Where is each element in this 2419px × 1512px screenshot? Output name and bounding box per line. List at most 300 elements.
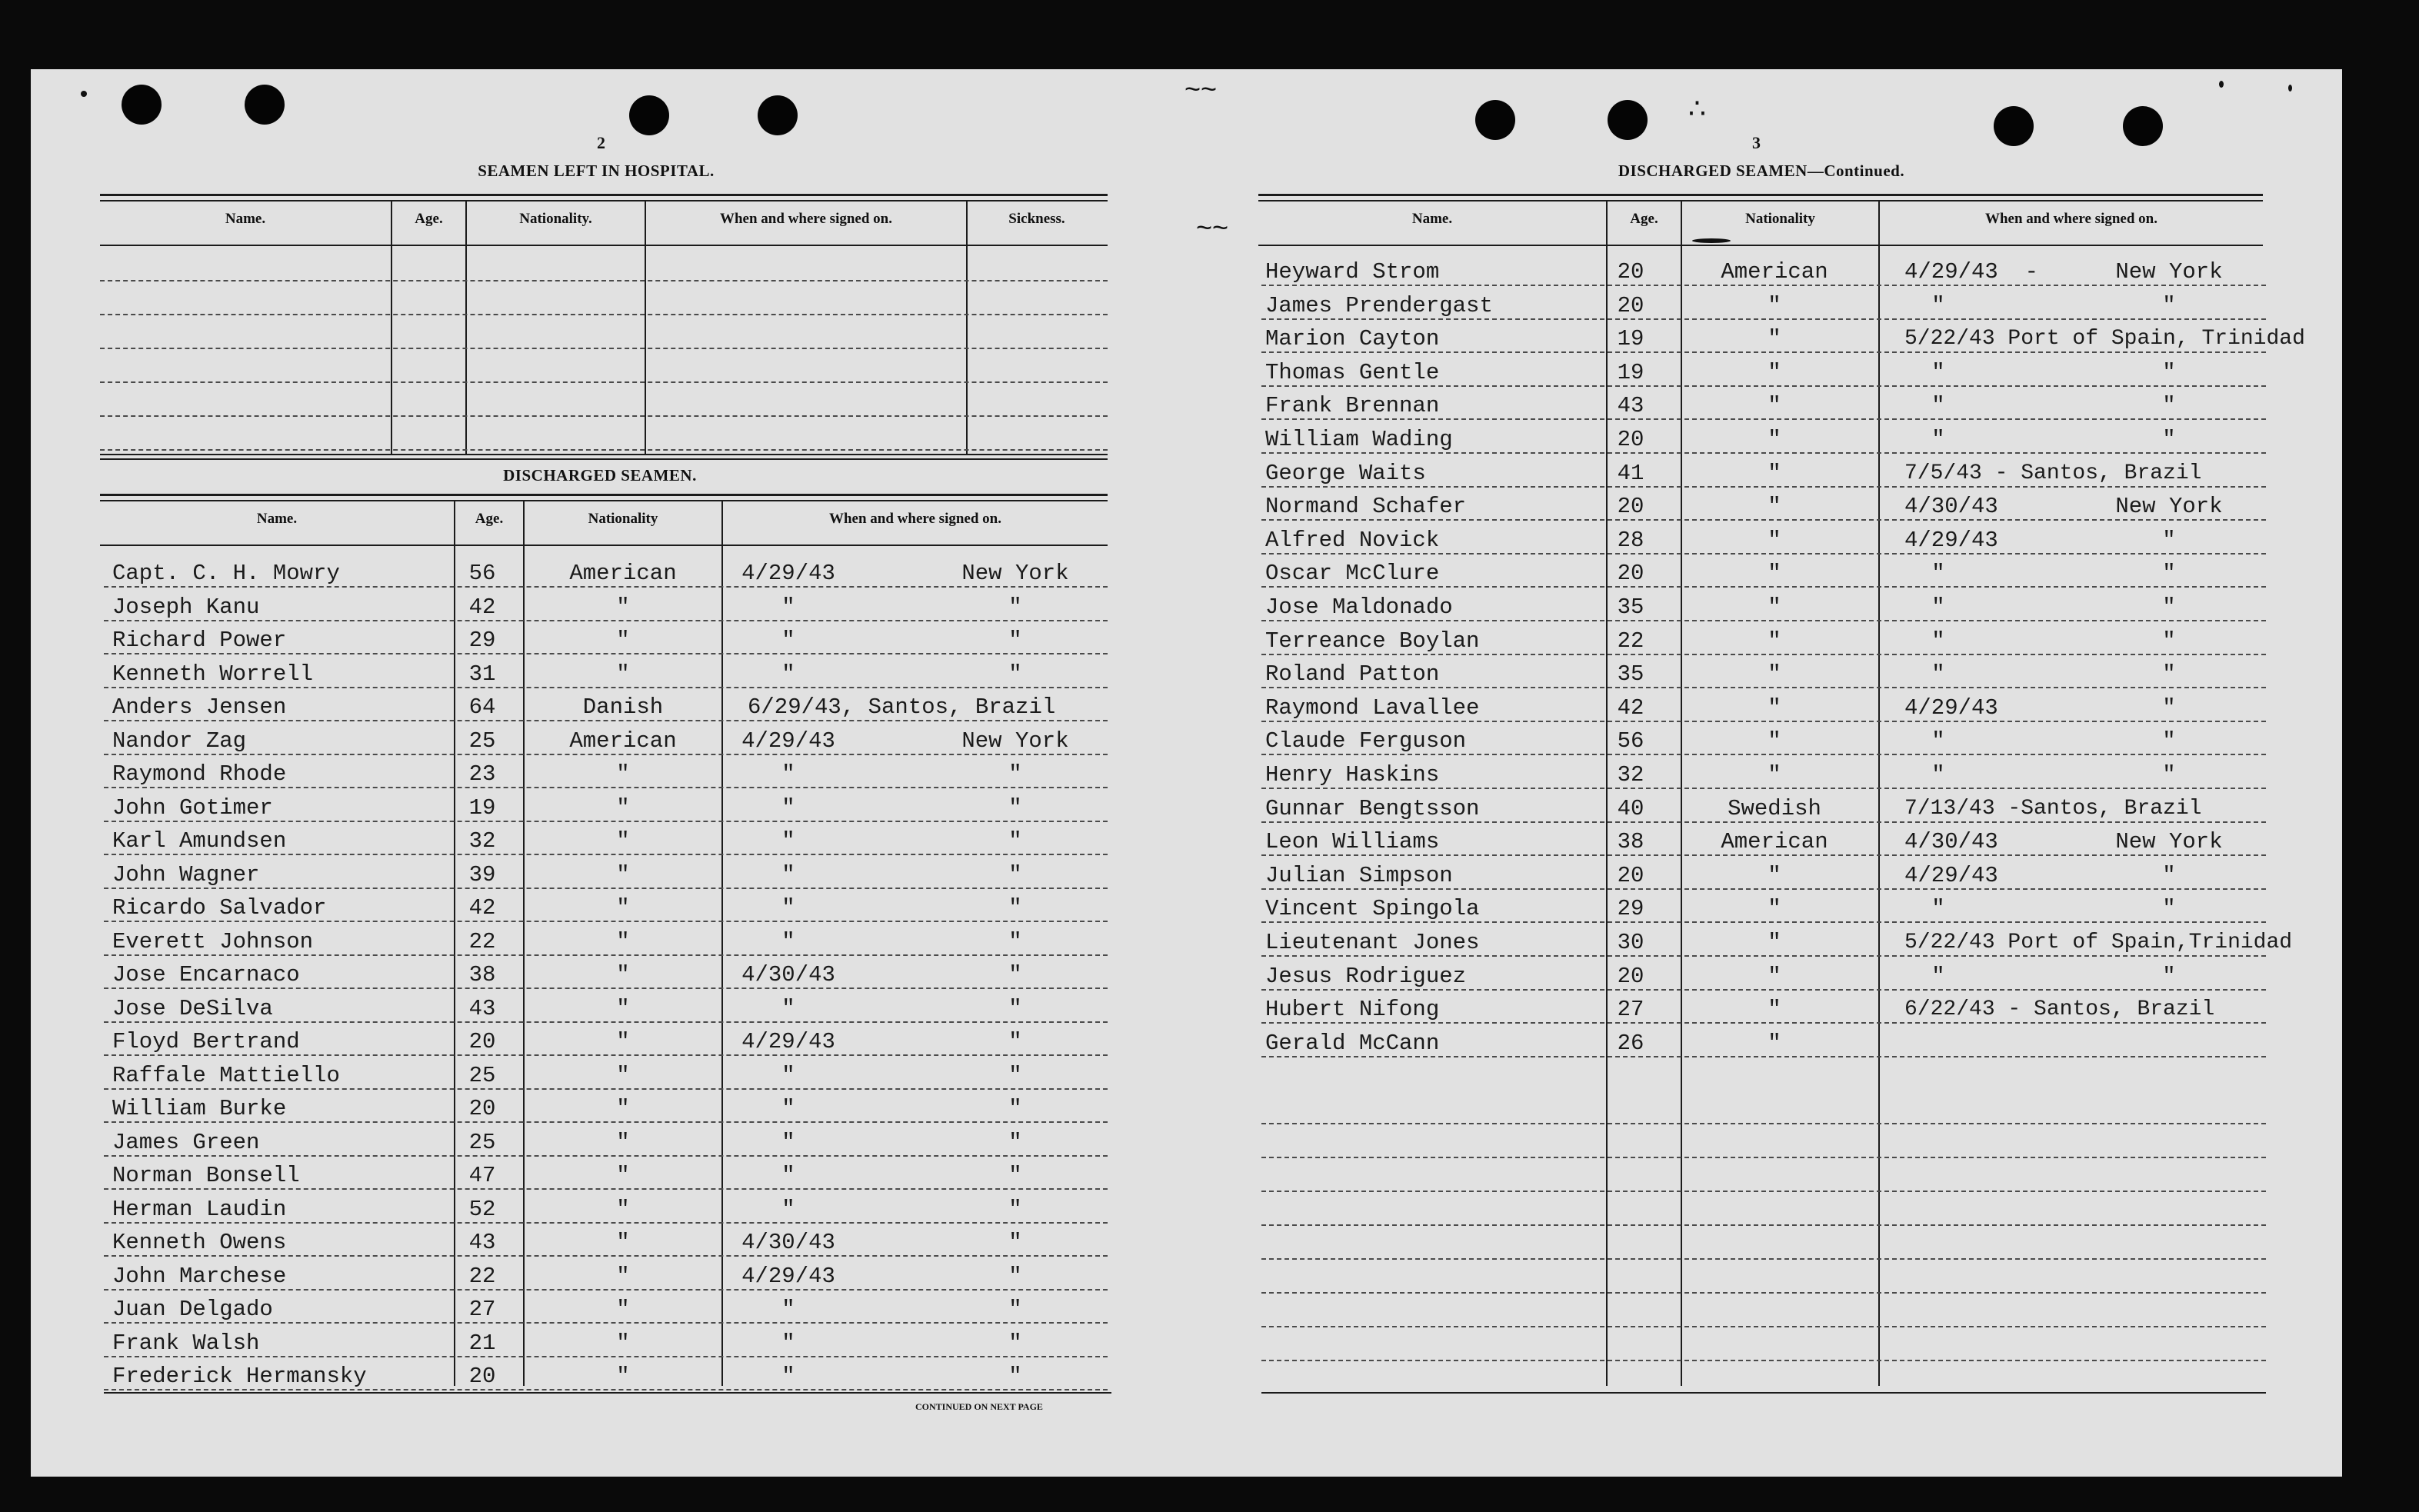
seaman-nationality: " (616, 828, 630, 854)
seaman-age: 20 (1617, 494, 1644, 520)
seaman-age: 38 (1617, 829, 1644, 855)
seaman-nationality: " (616, 661, 630, 687)
seaman-name: Hubert Nifong (1265, 997, 1440, 1023)
empty-row-line (1261, 1258, 2266, 1260)
signed-on-place: " (2162, 292, 2176, 318)
empty-row-line (1261, 1224, 2266, 1226)
seaman-name: George Waits (1265, 460, 1426, 486)
signed-on-place: " (1008, 594, 1022, 620)
row-rule (104, 921, 1108, 922)
signed-on-date: 4/29/43 (1904, 694, 1998, 721)
signed-on-place: " (1008, 1062, 1022, 1088)
signed-on-place: " (1008, 1129, 1022, 1155)
row-rule (104, 821, 1108, 822)
right-table-top-rule-2 (1258, 200, 2263, 201)
row-rule (1261, 989, 2266, 991)
signed-on-date: " (781, 928, 795, 954)
ink-scribble: ~~ (1185, 73, 1218, 105)
punch-hole (122, 85, 162, 125)
seaman-name: Karl Amundsen (112, 828, 287, 854)
seaman-nationality: " (1768, 460, 1781, 486)
seaman-name: Capt. C. H. Mowry (112, 561, 340, 586)
row-rule (1261, 553, 2266, 555)
signed-on-date: " (781, 594, 795, 620)
seaman-nationality: " (616, 1029, 630, 1054)
signed-on-place: " (2162, 762, 2176, 788)
seaman-age: 19 (468, 794, 496, 821)
signed-on-date-place: 7/5/43 - Santos, Brazil (1904, 461, 2202, 485)
seaman-age: 41 (1617, 460, 1644, 486)
seaman-name: Joseph Kanu (112, 594, 260, 620)
signed-on-date: " (781, 761, 795, 787)
signed-on-date: " (781, 1364, 795, 1389)
row-rule (1261, 519, 2266, 521)
discharged-table-top-rule-2 (100, 500, 1108, 501)
signed-on-date: 4/29/43 (1904, 862, 1998, 888)
seaman-age: 43 (468, 1230, 496, 1255)
row-rule (1261, 385, 2266, 387)
row-rule (104, 787, 1108, 788)
signed-on-place: " (1008, 1364, 1022, 1389)
empty-row-line (1261, 1326, 2266, 1327)
signed-on-date: " (1931, 628, 1945, 654)
seaman-age: 32 (1617, 762, 1644, 788)
signed-on-date: " (781, 794, 795, 821)
seaman-name: Claude Ferguson (1265, 728, 1467, 754)
signed-on-place: New York (2115, 259, 2223, 285)
signed-on-place: " (2162, 661, 2176, 688)
signed-on-place: " (1008, 628, 1022, 653)
row-rule (104, 653, 1108, 654)
hospital-col-nationality: Nationality. (519, 211, 592, 227)
signed-on-date: " (781, 1096, 795, 1121)
signed-on-date: " (1931, 594, 1945, 620)
seaman-nationality: " (1768, 393, 1781, 419)
seaman-name: Kenneth Owens (112, 1230, 287, 1255)
page-number-left: 2 (597, 133, 605, 152)
row-rule (1261, 351, 2266, 353)
row-rule (104, 1088, 1108, 1090)
seaman-name: Jose Encarnaco (112, 962, 300, 987)
signed-on-date-place: 6/29/43, Santos, Brazil (748, 694, 1056, 720)
signed-on-place: " (1008, 661, 1022, 687)
discharged-col-divider (721, 501, 723, 1386)
hospital-empty-row-line (100, 415, 1108, 417)
seaman-name: William Wading (1265, 427, 1453, 452)
signed-on-date: " (781, 1297, 795, 1322)
signed-on-date: " (1931, 661, 1945, 688)
seaman-age: 19 (1617, 359, 1644, 385)
signed-on-date: " (781, 995, 795, 1021)
signed-on-place: New York (961, 728, 1069, 754)
signed-on-place: " (1008, 828, 1022, 854)
hospital-header-underline (100, 245, 1108, 246)
signed-on-date: " (1931, 762, 1945, 788)
row-rule (104, 954, 1108, 956)
signed-on-date: " (1931, 427, 1945, 452)
hospital-empty-row-line (100, 449, 1108, 451)
hospital-col-sickness: Sickness. (1008, 211, 1065, 227)
punch-hole (758, 95, 798, 135)
row-rule (1261, 921, 2266, 923)
seaman-name: Julian Simpson (1265, 862, 1453, 888)
signed-on-place: " (1008, 1196, 1022, 1222)
seaman-age: 20 (468, 1364, 496, 1389)
row-rule (104, 586, 1108, 588)
signed-on-place: New York (2115, 829, 2223, 855)
row-rule (104, 1289, 1108, 1291)
seaman-age: 47 (468, 1163, 496, 1188)
seaman-nationality: " (1768, 561, 1781, 587)
hospital-empty-row-line (100, 314, 1108, 315)
signed-on-date: " (1931, 728, 1945, 754)
ink-speck (81, 91, 87, 97)
seaman-name: Raymond Rhode (112, 761, 287, 787)
seaman-nationality: " (616, 1196, 630, 1222)
seaman-nationality: " (616, 995, 630, 1021)
seaman-age: 40 (1617, 795, 1644, 821)
signed-on-place: " (1008, 1330, 1022, 1356)
hospital-col-signed-on: When and where signed on. (719, 211, 892, 227)
signed-on-date: " (781, 1163, 795, 1188)
seaman-age: 29 (468, 628, 496, 653)
row-rule (1261, 452, 2266, 454)
seaman-nationality: American (1721, 829, 1828, 855)
seaman-name: Floyd Bertrand (112, 1029, 300, 1054)
seaman-age: 22 (468, 928, 496, 954)
seaman-nationality: " (616, 928, 630, 954)
punch-hole (1475, 100, 1515, 140)
seaman-name: Richard Power (112, 628, 287, 653)
row-rule (1261, 486, 2266, 488)
row-rule (1261, 888, 2266, 890)
signed-on-date: " (781, 1330, 795, 1356)
row-rule (104, 987, 1108, 989)
hospital-empty-row-line (100, 348, 1108, 349)
signed-on-place: " (1008, 995, 1022, 1021)
discharged-continued-title: DISCHARGED SEAMEN—Continued. (1618, 162, 1905, 180)
signed-on-date: " (1931, 292, 1945, 318)
empty-row-line (1261, 1123, 2266, 1124)
seaman-name: Vincent Spingola (1265, 896, 1480, 922)
signed-on-date: 4/29/43 (741, 728, 835, 754)
seaman-nationality: American (569, 561, 677, 586)
seaman-nationality: " (1768, 1030, 1781, 1056)
seaman-nationality: " (616, 1230, 630, 1255)
signed-on-place: " (1008, 761, 1022, 787)
row-rule (104, 1356, 1108, 1357)
seaman-name: Anders Jensen (112, 694, 287, 720)
signed-on-place: " (1008, 1230, 1022, 1255)
signed-on-date: 4/29/43 (741, 1029, 835, 1054)
signed-on-date-place: 5/22/43 Port of Spain,Trinidad (1904, 931, 2293, 954)
signed-on-place: " (1008, 1263, 1022, 1289)
seaman-name: Juan Delgado (112, 1297, 273, 1322)
signed-on-date-place: 7/13/43 -Santos, Brazil (1904, 796, 2202, 821)
row-rule (1261, 754, 2266, 755)
punch-hole (629, 95, 669, 135)
row-rule (1261, 788, 2266, 789)
empty-row-line (1261, 1360, 2266, 1361)
seaman-age: 56 (1617, 728, 1644, 754)
seaman-name: James Prendergast (1265, 292, 1493, 318)
continued-note: CONTINUED ON NEXT PAGE (915, 1401, 1043, 1412)
row-rule (1261, 418, 2266, 420)
seaman-name: Thomas Gentle (1265, 359, 1440, 385)
empty-row-line (1261, 1157, 2266, 1158)
seaman-name: Oscar McClure (1265, 561, 1440, 587)
page-number-right: 3 (1752, 133, 1761, 152)
discharged-col-age: Age. (475, 511, 504, 527)
signed-on-date: 4/29/43 (741, 561, 835, 586)
row-rule (1261, 854, 2266, 856)
seaman-nationality: " (1768, 359, 1781, 385)
seaman-name: Raffale Mattiello (112, 1062, 340, 1088)
right-col-name: Name. (1411, 211, 1453, 227)
discharged-table-bottom-rule (104, 1392, 1111, 1394)
signed-on-date: " (1931, 561, 1945, 587)
signed-on-place: " (2162, 427, 2176, 452)
seaman-nationality: " (616, 1297, 630, 1322)
seaman-age: 42 (468, 895, 496, 921)
seaman-name: Terreance Boylan (1265, 628, 1480, 654)
seaman-age: 27 (1617, 997, 1644, 1023)
signed-on-place: " (1008, 861, 1022, 888)
seaman-nationality: " (616, 895, 630, 921)
right-header-underline (1258, 245, 2263, 246)
seaman-age: 35 (1617, 661, 1644, 688)
discharged-header-underline (100, 545, 1108, 546)
seaman-nationality: " (616, 1263, 630, 1289)
signed-on-date: 4/30/43 (1904, 494, 1998, 520)
signed-on-date: 4/30/43 (741, 962, 835, 987)
row-rule (104, 620, 1108, 621)
row-rule (104, 1255, 1108, 1257)
seaman-age: 39 (468, 861, 496, 888)
signed-on-place: " (1008, 895, 1022, 921)
seaman-nationality: " (1768, 762, 1781, 788)
signed-on-place: " (1008, 794, 1022, 821)
seaman-age: 29 (1617, 896, 1644, 922)
signed-on-date: " (781, 1062, 795, 1088)
seaman-name: John Gotimer (112, 794, 273, 821)
row-rule (104, 1222, 1108, 1224)
signed-on-date: 4/30/43 (1904, 829, 1998, 855)
seaman-nationality: " (616, 761, 630, 787)
seaman-nationality: " (1768, 527, 1781, 553)
ink-scribble: ∴ (1688, 92, 1706, 124)
seaman-nationality: " (616, 962, 630, 987)
seaman-nationality: " (1768, 292, 1781, 318)
signed-on-place: " (2162, 628, 2176, 654)
seaman-name: Normand Schafer (1265, 494, 1467, 520)
seaman-age: 25 (468, 1129, 496, 1155)
hospital-table-top-rule (100, 194, 1108, 196)
signed-on-date: " (781, 628, 795, 653)
seaman-name: Nandor Zag (112, 728, 247, 754)
seaman-age: 20 (1617, 427, 1644, 452)
seaman-name: Alfred Novick (1265, 527, 1440, 553)
seaman-age: 22 (468, 1263, 496, 1289)
seaman-age: 64 (468, 694, 496, 720)
signed-on-place: " (1008, 1297, 1022, 1322)
discharged-table-top-rule (100, 494, 1108, 496)
signed-on-place: " (1008, 1096, 1022, 1121)
right-col-signed-on: When and where signed on. (1984, 211, 2157, 227)
seaman-name: Gunnar Bengtsson (1265, 795, 1480, 821)
seaman-nationality: " (616, 1062, 630, 1088)
right-table-bottom-rule (1261, 1392, 2266, 1394)
row-rule (104, 1155, 1108, 1157)
hospital-col-age: Age. (415, 211, 443, 227)
discharged-col-signed-on: When and where signed on. (828, 511, 1001, 527)
seaman-nationality: " (1768, 494, 1781, 520)
seaman-age: 19 (1617, 326, 1644, 352)
signed-on-place: " (2162, 393, 2176, 419)
seaman-nationality: " (1768, 628, 1781, 654)
signed-on-place: " (2162, 527, 2176, 553)
row-rule (104, 1389, 1108, 1390)
seaman-nationality: " (616, 628, 630, 653)
seaman-nationality: " (616, 1096, 630, 1121)
seaman-age: 20 (1617, 862, 1644, 888)
seaman-nationality: " (1768, 661, 1781, 688)
signed-on-place: " (2162, 561, 2176, 587)
empty-row-line (1261, 1292, 2266, 1294)
signed-on-date-place: 5/22/43 Port of Spain, Trinidad (1904, 327, 2305, 351)
seaman-age: 43 (1617, 393, 1644, 419)
discharged-title: DISCHARGED SEAMEN. (503, 466, 697, 485)
row-rule (1261, 955, 2266, 957)
seaman-nationality: " (1768, 694, 1781, 721)
signed-on-date: 4/29/43 (741, 1263, 835, 1289)
row-rule (1261, 821, 2266, 823)
row-rule (1261, 620, 2266, 621)
seaman-age: 28 (1617, 527, 1644, 553)
signed-on-place: " (1008, 928, 1022, 954)
hospital-empty-row-line (100, 381, 1108, 383)
seaman-name: Gerald McCann (1265, 1030, 1440, 1056)
signed-on-place: " (2162, 728, 2176, 754)
seaman-nationality: " (1768, 896, 1781, 922)
seaman-name: Marion Cayton (1265, 326, 1440, 352)
row-rule (104, 720, 1108, 721)
right-col-nationality: Nationality (1745, 211, 1815, 227)
row-rule (1261, 586, 2266, 588)
signed-on-place: " (2162, 694, 2176, 721)
seaman-name: William Burke (112, 1096, 287, 1121)
seaman-age: 20 (1617, 561, 1644, 587)
row-rule (1261, 687, 2266, 688)
empty-row-line (1261, 1191, 2266, 1192)
seaman-name: John Wagner (112, 861, 260, 888)
signed-on-place: " (2162, 359, 2176, 385)
seaman-nationality: " (1768, 930, 1781, 955)
seaman-name: Leon Williams (1265, 829, 1440, 855)
seaman-name: John Marchese (112, 1263, 287, 1289)
seaman-name: Raymond Lavallee (1265, 694, 1480, 721)
seaman-nationality: " (1768, 326, 1781, 352)
seaman-nationality: " (1768, 963, 1781, 989)
seaman-age: 20 (1617, 292, 1644, 318)
seaman-age: 20 (1617, 963, 1644, 989)
signed-on-date: " (781, 1129, 795, 1155)
seaman-nationality: " (1768, 997, 1781, 1023)
hospital-table-bottom-rule (100, 454, 1108, 455)
seaman-name: Kenneth Worrell (112, 661, 314, 687)
hospital-col-name: Name. (225, 211, 266, 227)
punch-hole (245, 85, 285, 125)
seaman-age: 25 (468, 728, 496, 754)
discharged-title-top-rule (100, 458, 1108, 460)
seaman-nationality: " (616, 794, 630, 821)
seaman-age: 42 (1617, 694, 1644, 721)
seaman-nationality: " (1768, 594, 1781, 620)
seaman-nationality: " (616, 1163, 630, 1188)
seaman-name: Frank Walsh (112, 1330, 260, 1356)
punch-hole (2123, 106, 2163, 146)
seaman-age: 20 (468, 1029, 496, 1054)
seaman-age: 43 (468, 995, 496, 1021)
seaman-age: 25 (468, 1062, 496, 1088)
seaman-age: 21 (468, 1330, 496, 1356)
signed-on-date: " (781, 1196, 795, 1222)
seaman-nationality: " (616, 1330, 630, 1356)
seaman-nationality: Swedish (1728, 795, 1821, 821)
seaman-nationality: " (616, 1129, 630, 1155)
punch-hole (1608, 100, 1648, 140)
seaman-age: 42 (468, 594, 496, 620)
seaman-nationality: " (616, 861, 630, 888)
hospital-empty-row-line (100, 280, 1108, 281)
row-rule (104, 1121, 1108, 1123)
ink-speck (1692, 238, 1731, 243)
row-rule (1261, 285, 2266, 286)
seaman-name: Norman Bonsell (112, 1163, 300, 1188)
seaman-age: 31 (468, 661, 496, 687)
row-rule (104, 1322, 1108, 1324)
seaman-age: 20 (468, 1096, 496, 1121)
seaman-name: James Green (112, 1129, 260, 1155)
ink-speck (2288, 85, 2292, 92)
signed-on-place: New York (961, 561, 1069, 586)
seaman-name: Herman Laudin (112, 1196, 287, 1222)
signed-on-date: " (1931, 963, 1945, 989)
row-rule (104, 888, 1108, 889)
punch-hole (1994, 106, 2034, 146)
signed-on-place: " (2162, 963, 2176, 989)
signed-on-place: " (1008, 1163, 1022, 1188)
signed-on-date-place: 6/22/43 - Santos, Brazil (1904, 997, 2215, 1022)
signed-on-place: " (1008, 962, 1022, 987)
seaman-age: 38 (468, 962, 496, 987)
row-rule (104, 687, 1108, 688)
signed-on-date: " (781, 861, 795, 888)
seaman-age: 22 (1617, 628, 1644, 654)
signed-on-place: " (1008, 1029, 1022, 1054)
seaman-nationality: " (1768, 862, 1781, 888)
seaman-age: 52 (468, 1196, 496, 1222)
row-rule (104, 754, 1108, 755)
discharged-col-name: Name. (256, 511, 298, 527)
signed-on-date: 4/30/43 (741, 1230, 835, 1255)
row-rule (1261, 654, 2266, 655)
seaman-name: Everett Johnson (112, 928, 314, 954)
seaman-age: 30 (1617, 930, 1644, 955)
signed-on-date: 4/29/43 (1904, 527, 1998, 553)
seaman-nationality: " (616, 594, 630, 620)
row-rule (1261, 1056, 2266, 1057)
